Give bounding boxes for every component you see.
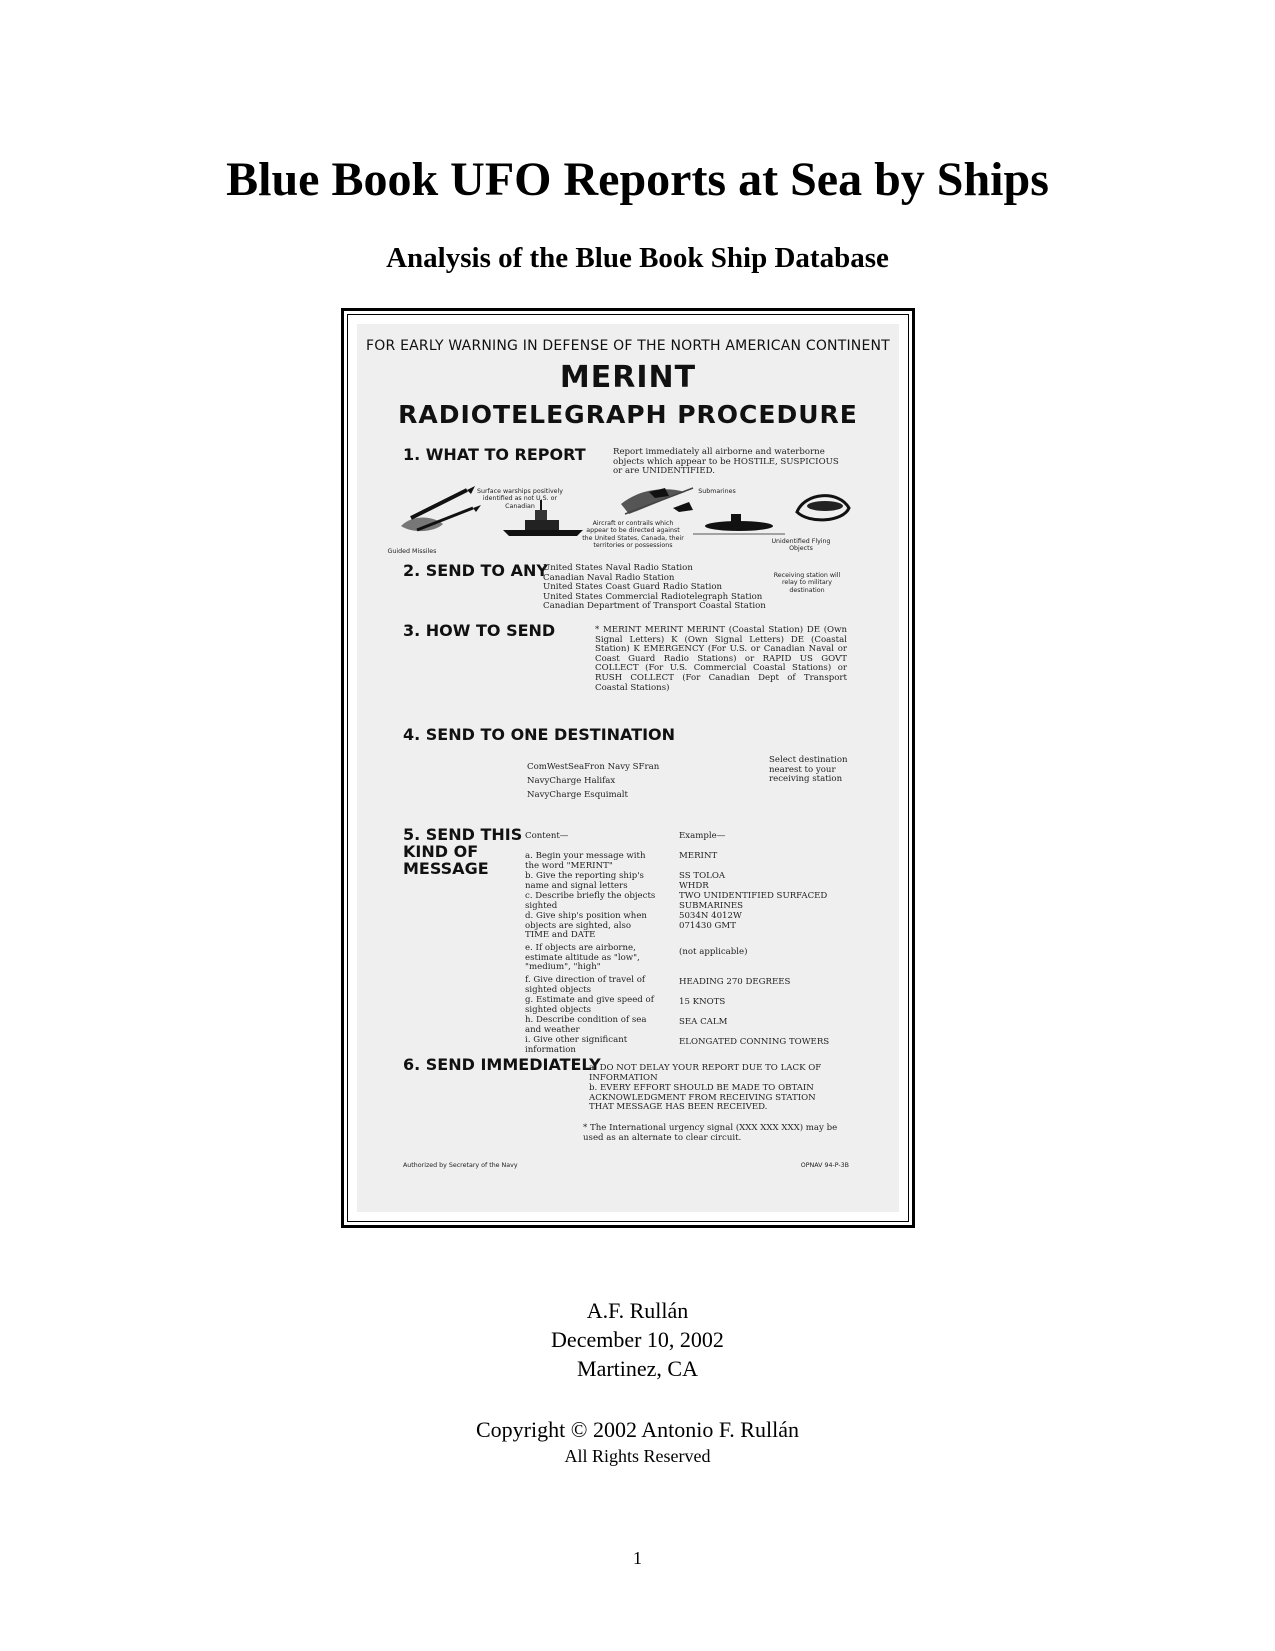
section-1-title: 1. WHAT TO REPORT bbox=[403, 445, 586, 464]
author-date: December 10, 2002 bbox=[551, 1327, 724, 1352]
section-4-note: Select destination nearest to your receiving station bbox=[769, 755, 848, 785]
section-6-a: a. DO NOT DELAY YOUR REPORT DUE TO LACK OF INFORMATION bbox=[589, 1063, 822, 1083]
section-6-title: 6. SEND IMMEDIATELY bbox=[403, 1055, 601, 1074]
message-example: MERINT bbox=[679, 851, 718, 861]
section-4-title: 4. SEND TO ONE DESTINATION bbox=[403, 725, 676, 744]
poster-footer-right: OPNAV 94-P-3B bbox=[800, 1162, 849, 1169]
caption-aircraft: Aircraft or contrails which appear to be directed against the United States, Canada, their territories or possessions bbox=[582, 520, 684, 550]
document-subtitle: Analysis of the Blue Book Ship Database bbox=[386, 242, 889, 274]
section-2-note: Receiving station will relay to military destination bbox=[773, 572, 841, 594]
poster-frame bbox=[341, 308, 915, 1228]
message-content: c. Describe briefly the objects sighted bbox=[525, 891, 656, 911]
caption-ufo: Unidentified Flying Objects bbox=[771, 538, 831, 553]
message-example: (not applicable) bbox=[679, 947, 748, 957]
message-content: g. Estimate and give speed of sighted objects bbox=[525, 995, 654, 1015]
poster-heading: MERINT bbox=[559, 360, 697, 395]
author-name: A.F. Rullán bbox=[586, 1298, 689, 1323]
section-3-title: 3. HOW TO SEND bbox=[403, 621, 556, 640]
poster-subheading: RADIOTELEGRAPH PROCEDURE bbox=[398, 400, 858, 429]
section-5-title: 5. SEND THIS KIND OF MESSAGE bbox=[403, 825, 523, 878]
message-example: 15 KNOTS bbox=[679, 997, 726, 1007]
message-example: TWO UNIDENTIFIED SURFACED SUBMARINES bbox=[679, 891, 828, 911]
section-6-b: b. EVERY EFFORT SHOULD BE MADE TO OBTAIN ACKNOWLEDGMENT FROM RECEIVING STATION THAT MESSAGE HAS BEEN RECEIVED. bbox=[589, 1083, 816, 1113]
copyright-notice: Copyright © 2002 Antonio F. Rullán bbox=[476, 1417, 799, 1442]
message-content: b. Give the reporting ship's name and signal letters bbox=[525, 871, 644, 891]
caption-warships: Surface warships positively identified as not U.S. or Canadian bbox=[476, 488, 564, 510]
message-example: 5034N 4012W 071430 GMT bbox=[679, 911, 742, 931]
message-content: a. Begin your message with the word "MERINT" bbox=[525, 851, 646, 871]
author-place: Martinez, CA bbox=[577, 1356, 698, 1381]
message-content: i. Give other significant information bbox=[525, 1035, 628, 1055]
section-1-text: Report immediately all airborne and waterborne objects which appear to be HOSTILE, SUSPICIOUS or are UNIDENTIFIED. bbox=[613, 447, 839, 477]
caption-missiles: Guided Missiles bbox=[387, 548, 437, 555]
section-4-destinations: ComWestSeaFron Navy SFran NavyCharge Halifax NavyCharge Esquimalt bbox=[527, 762, 660, 800]
rights-reserved: All Rights Reserved bbox=[564, 1446, 711, 1466]
merint-poster bbox=[357, 324, 899, 1212]
author-block bbox=[0, 1296, 1275, 1383]
section-2-title: 2. SEND TO ANY bbox=[403, 561, 548, 580]
message-content: e. If objects are airborne, estimate altitude as "low", "medium", "high" bbox=[525, 943, 640, 973]
caption-submarines: Submarines bbox=[698, 488, 736, 495]
message-content: h. Describe condition of sea and weather bbox=[525, 1015, 647, 1035]
poster-footer-left: Authorized by Secretary of the Navy bbox=[403, 1162, 518, 1169]
section-2-stations: United States Naval Radio Station Canadian Naval Radio Station United States Coast Guard Radio Station United States Commercial Radiotelegraph Station Canadian Department of Transport Coastal Station bbox=[543, 563, 766, 612]
poster-top-line: FOR EARLY WARNING IN DEFENSE OF THE NORTH AMERICAN CONTINENT bbox=[366, 338, 890, 354]
message-example: SS TOLOA WHDR bbox=[679, 871, 726, 891]
content-header: Content— bbox=[525, 831, 569, 841]
section-3-text: * MERINT MERINT MERINT (Coastal Station) DE (Own Signal Letters) K (Own Signal Letters) DE (Coastal Station) K EMERGENCY (For U.S. or Canadian Naval or Coast Guard Radio Stations) or RAPID US GOVT COLLECT (For U.S. Commercial Coastal Stations) or RUSH COLLECT (For Canadian Dept of Transport Coastal Stations) bbox=[595, 625, 847, 693]
message-example: HEADING 270 DEGREES bbox=[679, 977, 791, 987]
example-header: Example— bbox=[679, 831, 726, 841]
message-content: f. Give direction of travel of sighted objects bbox=[525, 975, 646, 995]
document-title: Blue Book UFO Reports at Sea by Ships bbox=[226, 153, 1049, 206]
message-example: SEA CALM bbox=[679, 1017, 728, 1027]
submarine-icon bbox=[693, 514, 785, 534]
message-example: ELONGATED CONNING TOWERS bbox=[679, 1037, 830, 1047]
footnote: * The International urgency signal (XXX XXX XXX) may be used as an alternate to clear circuit. bbox=[583, 1123, 838, 1143]
guided-missile-icon bbox=[401, 486, 481, 531]
page-number: 1 bbox=[633, 1548, 642, 1568]
ufo-icon bbox=[797, 496, 849, 520]
message-content: d. Give ship's position when objects are sighted, also TIME and DATE bbox=[525, 911, 647, 941]
